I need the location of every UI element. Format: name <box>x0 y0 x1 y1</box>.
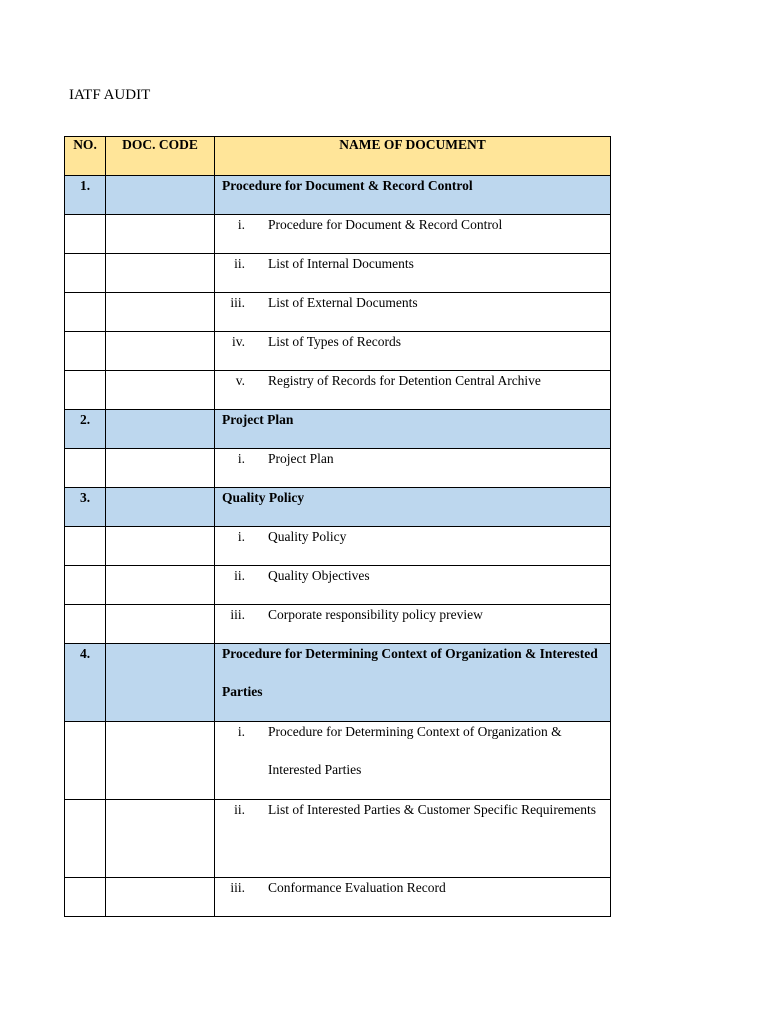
cell-doc-code <box>106 644 215 722</box>
cell-doc-code <box>106 566 215 605</box>
roman-numeral: iii. <box>230 295 245 310</box>
list-item <box>215 722 610 789</box>
document-name: List of Types of Records <box>268 334 402 349</box>
table-row <box>65 722 611 800</box>
document-name: List of Interested Parties & Customer Specific Requirements <box>268 802 597 817</box>
cell-no <box>65 176 106 215</box>
cell-doc-code <box>106 254 215 293</box>
cell-no <box>65 410 106 449</box>
section-title: Procedure for Document & Record Control <box>222 178 473 193</box>
table-row <box>65 800 611 878</box>
section-number: 2. <box>79 412 91 427</box>
list-item <box>215 878 610 907</box>
cell-name-of-document <box>215 644 611 722</box>
roman-numeral: i. <box>237 529 245 544</box>
section-title: Project Plan <box>222 412 294 427</box>
header-no: NO. <box>65 137 106 176</box>
list-item <box>215 605 610 634</box>
roman-numeral: i. <box>237 217 245 232</box>
cell-doc-code <box>106 449 215 488</box>
roman-numeral: ii. <box>234 802 245 817</box>
cell-no <box>65 800 106 878</box>
cell-doc-code <box>106 215 215 254</box>
cell-doc-code <box>106 293 215 332</box>
header-name-of-document: NAME OF DOCUMENT <box>215 137 611 176</box>
document-name: List of Internal Documents <box>268 256 414 271</box>
cell-doc-code <box>106 371 215 410</box>
document-name: Procedure for Determining Context of Organization & Interested Parties <box>268 724 562 777</box>
table-body <box>65 176 611 917</box>
document-name: Corporate responsibility policy preview <box>268 607 483 622</box>
section-title: Procedure for Determining Context of Organization & Interested Parties <box>222 646 598 699</box>
cell-no <box>65 527 106 566</box>
cell-name-of-document <box>215 800 611 878</box>
section-number: 1. <box>79 178 91 193</box>
document-name: Conformance Evaluation Record <box>268 880 446 895</box>
document-list-table <box>64 136 611 917</box>
cell-no <box>65 215 106 254</box>
cell-doc-code <box>106 605 215 644</box>
cell-doc-code <box>106 410 215 449</box>
cell-no <box>65 566 106 605</box>
list-item <box>215 566 610 595</box>
roman-numeral: iv. <box>232 334 245 349</box>
document-name: List of External Documents <box>268 295 418 310</box>
cell-doc-code <box>106 722 215 800</box>
cell-no <box>65 722 106 800</box>
roman-numeral: ii. <box>234 256 245 271</box>
cell-no <box>65 488 106 527</box>
cell-name-of-document <box>215 722 611 800</box>
cell-name-of-document <box>215 878 611 917</box>
list-item <box>215 293 610 322</box>
table-row <box>65 878 611 917</box>
cell-no <box>65 605 106 644</box>
cell-doc-code <box>106 878 215 917</box>
cell-doc-code <box>106 176 215 215</box>
list-item <box>215 332 610 361</box>
list-item <box>215 371 610 400</box>
cell-no <box>65 449 106 488</box>
cell-doc-code <box>106 800 215 878</box>
list-item <box>215 215 610 244</box>
section-title: Quality Policy <box>222 490 305 505</box>
list-item <box>215 254 610 283</box>
section-number: 3. <box>79 490 91 505</box>
document-title: IATF AUDIT <box>69 87 151 103</box>
list-item <box>215 800 610 829</box>
roman-numeral: iii. <box>230 607 245 622</box>
roman-numeral: ii. <box>234 568 245 583</box>
list-item <box>215 449 610 478</box>
cell-no <box>65 371 106 410</box>
roman-numeral: i. <box>237 724 245 739</box>
roman-numeral: v. <box>235 373 245 388</box>
section-row <box>65 644 611 722</box>
cell-doc-code <box>106 527 215 566</box>
section-number: 4. <box>79 646 91 661</box>
document-name: Registry of Records for Detention Central Archive <box>268 373 541 388</box>
cell-no <box>65 644 106 722</box>
list-item <box>215 527 610 556</box>
document-name: Quality Policy <box>268 529 347 544</box>
document-name: Procedure for Document & Record Control <box>268 217 503 232</box>
cell-doc-code <box>106 488 215 527</box>
roman-numeral: iii. <box>230 880 245 895</box>
cell-no <box>65 878 106 917</box>
document-name: Quality Objectives <box>268 568 370 583</box>
cell-no <box>65 293 106 332</box>
cell-no <box>65 254 106 293</box>
header-doc-code: DOC. CODE <box>106 137 215 176</box>
roman-numeral: i. <box>237 451 245 466</box>
cell-no <box>65 332 106 371</box>
document-name: Project Plan <box>268 451 334 466</box>
cell-doc-code <box>106 332 215 371</box>
